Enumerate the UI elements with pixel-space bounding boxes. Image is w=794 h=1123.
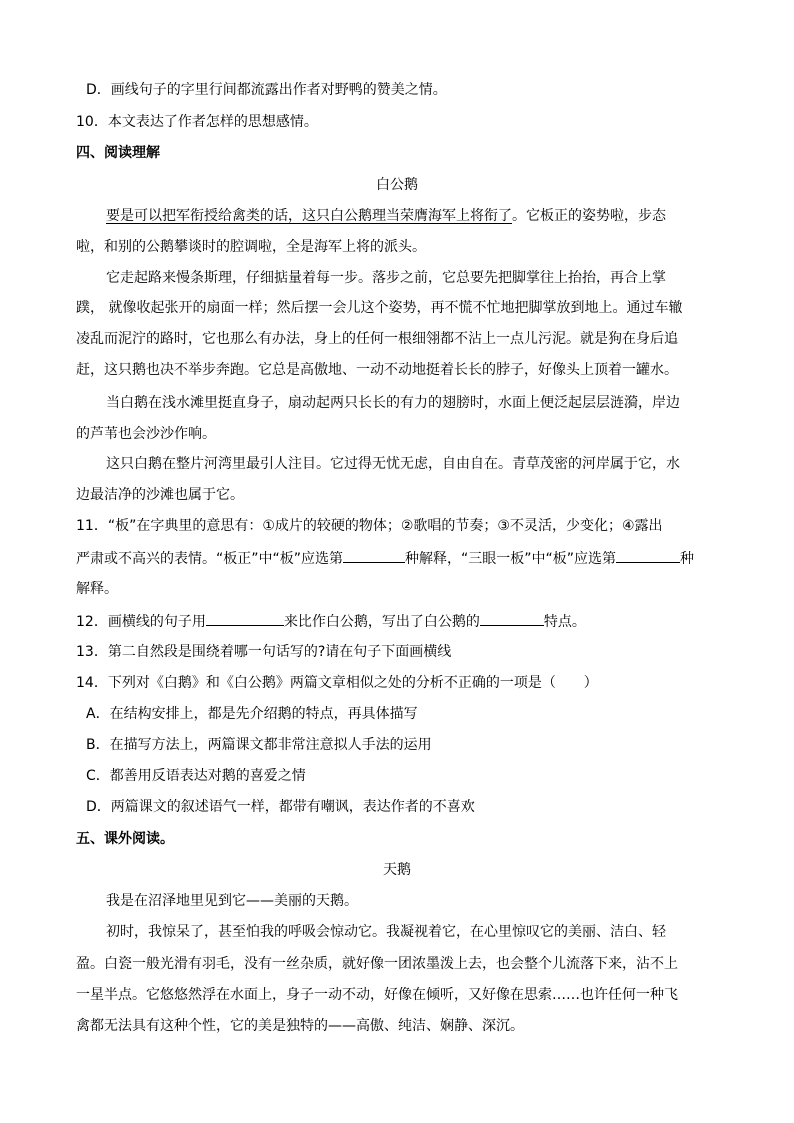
paragraph-3-line-2: 的芦苇也会沙沙作响。 — [76, 426, 216, 442]
section-heading-4: 四、阅读理解 — [76, 145, 160, 161]
question-12: 12．画横线的句子用 来比作白公鹅，写出了白公鹅的 特点。 — [76, 611, 586, 632]
question-14-option-d[interactable]: D．两篇课文的叙述语气一样，都带有嘲讽，表达作者的不喜欢 — [86, 799, 475, 815]
passage-title-bai-gong-e: 白公鹅 — [376, 177, 418, 193]
paragraph-1-line-2: 啦，和别的公鹅攀谈时的腔调啦，全是海军上将的派头。 — [76, 239, 426, 255]
question-11-line-3: 解释。 — [76, 581, 118, 597]
question-13: 13．第二自然段是围绕着哪一句话写的?请在句子下面画横线 — [76, 644, 452, 660]
swan-paragraph-2-line-3: 一星半点。它悠悠然浮在水面上，身子一动不动，好像在倾听，又好像在思索……也许任何一种飞 — [76, 987, 678, 1003]
question-14-option-c[interactable]: C．都善用反语表达对鹅的喜爱之情 — [86, 768, 306, 784]
option-d: D．画线句子的字里行间都流露出作者对野鸭的赞美之情。 — [86, 82, 447, 98]
section-heading-5: 五、课外阅读。 — [76, 831, 174, 847]
swan-paragraph-2-line-1: 初时，我惊呆了，甚至怕我的呼吸会惊动它。我凝视着它，在心里惊叹它的美丽、洁白、轻 — [106, 924, 666, 940]
question-14-option-b[interactable]: B．在描写方法上，两篇课文都非常注意拟人手法的运用 — [86, 737, 432, 753]
paragraph-1-line-1: 要是可以把军衔授给禽类的话，这只白公鹅理当荣膺海军上将衔了。它板正的姿势啦，步态 — [106, 208, 666, 224]
answer-blank[interactable] — [616, 548, 680, 563]
paragraph-4-line-1: 这只白鹅在整片河湾里最引人注目。它过得无忧无虑，自由自在。青草茂密的河岸属于它，水 — [106, 456, 680, 472]
swan-paragraph-1: 我是在沼泽地里见到它——美丽的天鹅。 — [106, 893, 358, 909]
swan-paragraph-2-line-2: 盈。白瓷一般光滑有羽毛，没有一丝杂质，就好像一团浓墨泼上去，也会整个儿流落下来，沾不上 — [76, 956, 678, 972]
paragraph-2-line-1: 它走起路来慢条斯理，仔细掂量着每一步。落步之前，它总要先把脚掌往上抬抬，再合上掌 — [106, 270, 666, 286]
answer-blank[interactable] — [480, 611, 544, 626]
answer-blank[interactable] — [206, 611, 284, 626]
question-11-line-2: 严肃或不高兴的表情。“板正”中“板”应选第 种解释，“三眼一板”中“板”应选第 种 — [76, 548, 694, 569]
question-14: 14．下列对《白鹅》和《白公鹅》两篇文章相似之处的分析不正确的一项是（ ） — [76, 675, 598, 691]
answer-blank[interactable] — [343, 548, 405, 563]
question-14-option-a[interactable]: A．在结构安排上，都是先介绍鹅的特点，再具体描写 — [86, 706, 418, 722]
paragraph-2-line-4: 赶，这只鹅也决不举步奔跑。它总是高傲地、一动不动地挺着长长的脖子，好像头上顶着一罐水。 — [76, 362, 678, 378]
question-10: 10．本文表达了作者怎样的思想感情。 — [76, 114, 318, 130]
paragraph-3-line-1: 当白鹅在浅水滩里挺直身子，扇动起两只长长的有力的翅膀时，水面上便泛起层层涟漪，岸边 — [106, 395, 680, 411]
swan-paragraph-2-line-4: 禽都无法具有这种个性，它的美是独特的——高傲、纯洁、娴静、深沉。 — [76, 1018, 524, 1034]
paragraph-2-line-2: 蹼， 就像收起张开的扇面一样；然后摆一会儿这个姿势，再不慌不忙地把脚掌放到地上。通过车辙 — [76, 300, 683, 316]
passage-title-tian-e: 天鹅 — [383, 862, 411, 878]
question-11-line-1: 11．“板”在字典里的意思有：①成片的较硬的物体；②歌唱的节奏；③不灵活，少变化；④露出 — [76, 518, 663, 534]
paragraph-4-line-2: 边最洁净的沙滩也属于它。 — [76, 487, 244, 503]
paragraph-2-line-3: 凌乱而泥泞的路时，它也那么有办法，身上的任何一根细翎都不沾上一点儿污泥。就是狗在身后追 — [76, 331, 678, 347]
underlined-sentence: 要是可以把军衔授给禽类的话，这只白公鹅理当荣膺海军上将衔了 — [106, 208, 512, 224]
